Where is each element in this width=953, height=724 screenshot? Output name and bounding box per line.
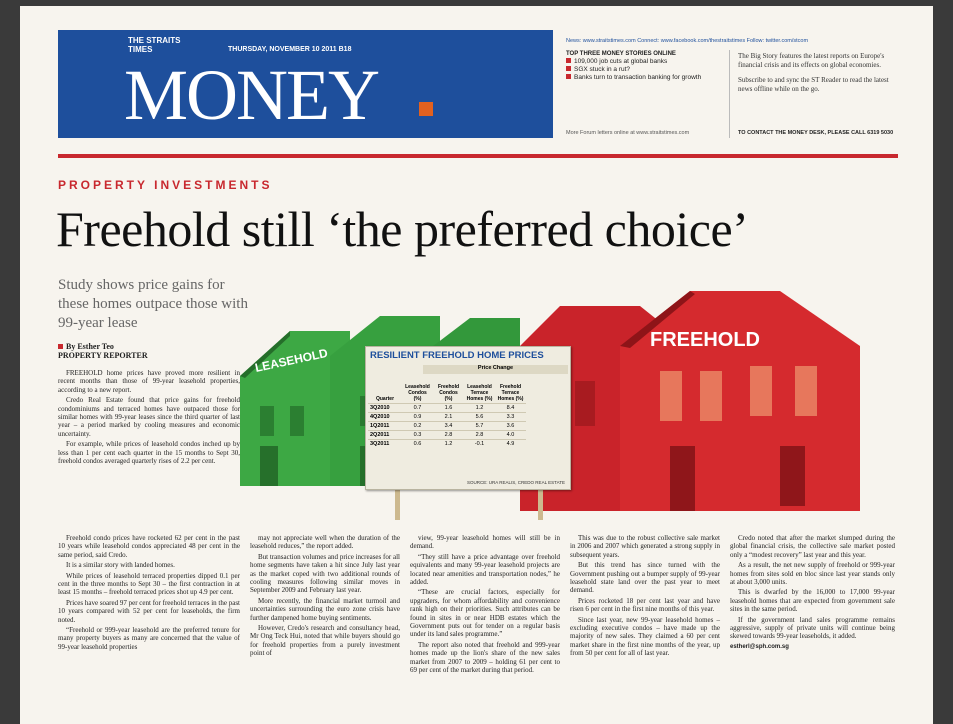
column-5 (730, 534, 895, 651)
paragraph: Credo noted that after the market slumped during the global financial crisis, the collective sale market posted only a “modest recovery” last year and this year. (730, 534, 895, 559)
table-cell: 3.3 (495, 413, 526, 422)
table-cell: -0.1 (464, 440, 495, 449)
subscribe-text: Subscribe to and sync the ST Reader to read the latest news offline while on the go. (738, 76, 889, 93)
table-cell: 0.2 (402, 422, 433, 431)
paragraph: While prices of leasehold terraced properties dipped 0.1 per cent in the three months to Sept 30 – the first contraction in at least 15 months – freehold terraced prices shot up 4.9 per cent. (58, 571, 240, 597)
table-row (368, 404, 526, 413)
freehold-houses (520, 291, 860, 511)
table-row (368, 413, 526, 422)
table-cell: 2.8 (464, 431, 495, 440)
table-cell: 0.3 (402, 431, 433, 440)
newspaper-page (20, 6, 933, 724)
paragraph: But transaction volumes and price increases for all home segments have taken a hit since July last year as the market coped with two additional rounds of cooling measures following similar moves in September 2009 and February last year. (250, 552, 400, 595)
table-cell: 8.4 (495, 404, 526, 413)
table-cell: 4Q2010 (368, 413, 402, 422)
column-header: Leasehold Terrace Homes (%) (466, 384, 493, 402)
paragraph: Freehold condo prices have rocketed 62 per cent in the past 10 years while leasehold condos appreciated 48 per cent in the same period, said Credo. (58, 534, 240, 559)
paragraph: If the government land sales programme remains aggressive, supply of private units will continue being skewed towards 99-year leaseholds, it added. (730, 615, 895, 641)
column-2 (250, 534, 400, 660)
column-header: Quarter (375, 396, 395, 402)
paragraph: Prices rocketed 18 per cent last year and have risen 6 per cent in the first nine months of this year. (570, 596, 720, 614)
table-cell: 3Q2011 (368, 440, 402, 449)
table-cell: 4.9 (495, 440, 526, 449)
author-role: PROPERTY REPORTER (58, 351, 148, 360)
paragraph: may not appreciate well when the duration of the leasehold reduces,” the report added. (250, 534, 400, 551)
paragraph: view, 99-year leasehold homes will still be in demand. (410, 534, 560, 551)
paragraph: More recently, the financial market turmoil and uncertainties surrounding the euro zone crisis have further dampened home buying sentiments. (250, 596, 400, 622)
paragraph: “Freehold or 999-year leasehold are the preferred tenure for many property buyers as many are concerned that the value of 99-year leasehold properties (58, 626, 240, 651)
top-stories (566, 50, 726, 82)
paragraph: Credo Real Estate found that price gains for freehold condominiums and terraced homes have outpaced those for similar homes with 99-year leases since the third quarter of last year – a period marked by cooling measures and economic uncertainty. (58, 396, 240, 438)
links-bar: News: www.straitstimes.com Connect: www.facebook.com/thestraitstimes Follow: twitter.com/stcom (566, 38, 809, 44)
paragraph: However, Credo's research and consultancy head, Mr Ong Teck Hui, noted that while buyers should go for freehold properties from a purely investment point of (250, 624, 400, 658)
table-cell: 3.6 (495, 422, 526, 431)
paragraph: FREEHOLD home prices have proved more resilient in recent months than those of 99-year leasehold properties, according to a new report. (58, 369, 240, 394)
table-cell: 0.7 (402, 404, 433, 413)
column-header: Leasehold Condos (%) (405, 384, 430, 402)
column-4 (570, 534, 720, 660)
paragraph: “These are crucial factors, especially for upgraders, for whom affordability and convenience rank high on their priorities. Such attributes can be found in sites in or near HDB estates which the Government puts out for tender on a regular basis under its land sales programme.” (410, 588, 560, 639)
table-cell: 3.4 (433, 422, 464, 431)
big-story-text: The Big Story features the latest reports on Europe's financial crisis and its effects on global economies. (738, 52, 885, 69)
table-cell: 2.1 (433, 413, 464, 422)
masthead (58, 30, 553, 138)
orange-dot-icon (419, 102, 433, 116)
author: By Esther Teo (66, 342, 114, 351)
paragraph: The report also noted that freehold and 999-year homes made up the lion's share of the new sales market from 2007 to 2009 – holding 61 per cent to 69 per cent of the market during that period. (410, 640, 560, 675)
table-title: RESILIENT FREEHOLD HOME PRICES (370, 350, 544, 361)
paragraph: Since last year, new 99-year leasehold homes – excluding executive condos – have made up the majority of new sales. They claimed a 60 per cent market share in the first nine months of the year, up from 50 per cent for all of last year. (570, 615, 720, 658)
table-subheader: Price Change (423, 365, 568, 374)
author-email[interactable]: estherl@sph.com.sg (730, 643, 789, 650)
red-square-icon (58, 344, 63, 349)
issue-date: THURSDAY, NOVEMBER 10 2011 B18 (228, 46, 352, 53)
table-cell: 0.6 (402, 440, 433, 449)
table-row (368, 422, 526, 431)
red-rule (58, 154, 898, 158)
paragraph: “They still have a price advantage over freehold equivalents and many 99-year leasehold projects are located near amenities and transportation nodes,” he added. (410, 552, 560, 587)
paragraph: This is dwarfed by the 16,000 to 17,000 99-year leasehold homes that are expected from government sale sites in the same period. (730, 588, 895, 614)
table-cell: 2.8 (433, 431, 464, 440)
paragraph: As a result, the net new supply of freehold or 999-year homes from sites sold en bloc since last year stands only at about 3,000 units. (730, 561, 895, 587)
paragraph: It is a similar story with landed homes. (66, 561, 175, 570)
big-story (738, 52, 898, 94)
table-cell: 1.2 (433, 440, 464, 449)
divider (729, 50, 730, 138)
story-item: 109,000 job cuts at global banks (566, 58, 726, 66)
leasehold-label: LEASEHOLD (253, 345, 330, 375)
paragraph: This was due to the robust collective sale market in 2006 and 2007 which generated a strong supply in subsequent years. (570, 534, 720, 559)
paragraph: But this trend has since turned with the Government pushing out a bumper supply of 99-year leasehold state land over the past year to meet demand. (570, 561, 720, 595)
table-cell: 0.9 (402, 413, 433, 422)
table-row (368, 440, 526, 449)
table-row (368, 431, 526, 440)
brand: THE STRAITS TIMES (128, 36, 181, 54)
byline (58, 342, 148, 360)
table-cell: 5.6 (464, 413, 495, 422)
headline: Freehold still ‘the preferred choice’ (56, 201, 749, 257)
price-table (365, 346, 571, 490)
paragraph: For example, while prices of leasehold condos inched up by less than 1 per cent each quarter in the 15 months to Sept 30, freehold condos averaged quarterly rises of 2.2 per cent. (58, 440, 240, 466)
top-stories-heading: TOP THREE MONEY STORIES ONLINE (566, 51, 676, 57)
table-cell: 1Q2011 (368, 422, 402, 431)
deck: Study shows price gains for these homes outpace those with 99-year lease (58, 277, 248, 331)
table-source: SOURCE: URA REALIS, CREDO REAL ESTATE (467, 480, 565, 485)
kicker: PROPERTY INVESTMENTS (58, 178, 273, 192)
forum-note: More Forum letters online at www.straitstimes.com (566, 130, 690, 136)
data-table (368, 375, 526, 448)
story-item: SGX stuck in a rut? (566, 66, 726, 74)
column-header: Freehold Condos (%) (437, 384, 460, 402)
column-header: Freehold Terrace Homes (%) (497, 384, 524, 402)
table-cell: 2Q2011 (368, 431, 402, 440)
column-1 (58, 369, 240, 467)
freehold-label: FREEHOLD (650, 329, 760, 351)
paragraph: Prices have soared 97 per cent for freehold terraces in the past 10 years compared with 52 per cent for leaseholds, the firm noted. (58, 598, 240, 624)
column-3 (410, 534, 560, 677)
table-cell: 1.2 (464, 404, 495, 413)
table-cell: 5.7 (464, 422, 495, 431)
table-cell: 4.0 (495, 431, 526, 440)
story-item: Banks turn to transaction banking for growth (566, 74, 726, 82)
column-1-continued (58, 534, 240, 653)
section-title: MONEY (124, 55, 378, 135)
table-cell: 3Q2010 (368, 404, 402, 413)
contact-note: TO CONTACT THE MONEY DESK, PLEASE CALL 6319 5030 (738, 130, 894, 136)
table-cell: 1.6 (433, 404, 464, 413)
